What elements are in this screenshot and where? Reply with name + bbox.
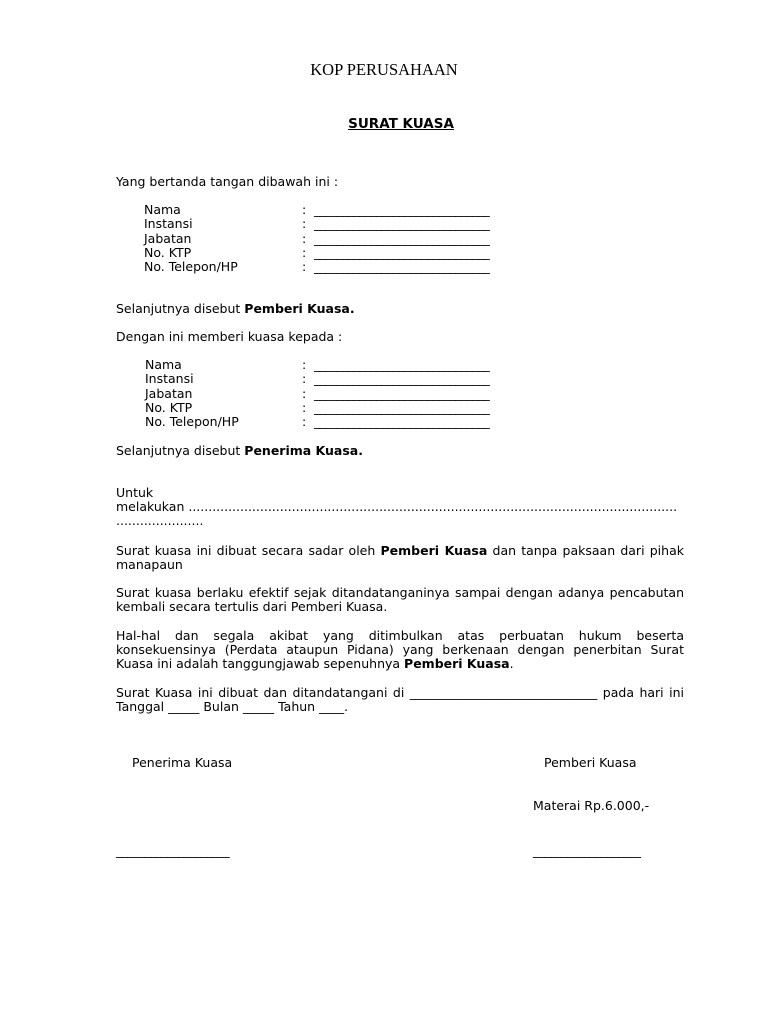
field-colon: : — [302, 414, 307, 430]
field-label: No. KTP — [145, 399, 193, 415]
field-blank: _______________________________ — [314, 385, 490, 401]
field-label: Jabatan — [145, 385, 193, 401]
para-text: Surat kuasa berlaku efektif sejak ditandatanganinya sampai dengan adanya pencabutan kembali secara tertulis dari Pemberi Kuasa. — [116, 585, 684, 614]
field-colon: : — [302, 385, 307, 401]
field-blank: _______________________________ — [314, 357, 490, 372]
field-colon: : — [302, 399, 307, 415]
field-label: Jabatan — [144, 230, 192, 246]
intro-text: Yang bertanda tangan dibawah ini : — [116, 174, 339, 189]
designation-prefix: Selanjutnya disebut — [116, 301, 245, 316]
field-blank: _______________________________ — [314, 259, 490, 275]
field-label: No. KTP — [144, 244, 192, 260]
field-colon: : — [302, 202, 307, 217]
paragraph-place-date — [116, 686, 684, 714]
field-blank: _______________________________ — [314, 202, 490, 217]
designation-prefix: Selanjutnya disebut — [116, 443, 245, 458]
para-text: Hal-hal dan segala akibat yang ditimbulkan atas perbuatan hukum beserta konsekuensinya (Perdata ataupun Pidana) yang berkenaan dengan penerbitan Surat Kuasa ini adalah tanggungjawab sepenuhnya — [116, 628, 684, 671]
para-bold: Pemberi Kuasa — [380, 543, 488, 558]
untuk-line-1: Untuk — [116, 485, 154, 500]
field-blank: _______________________________ — [314, 399, 490, 415]
para-bold: Pemberi Kuasa — [404, 656, 510, 671]
para-text: Surat Kuasa ini dibuat dan ditandatangani di ______________________________ pada hari ini Tanggal _____ Bulan _____ Tahun ____. — [116, 685, 684, 714]
field-blank: _______________________________ — [314, 371, 490, 387]
kuasa-intro-text: Dengan ini memberi kuasa kepada : — [116, 329, 343, 344]
field-label: Nama — [145, 357, 182, 372]
field-colon: : — [302, 216, 307, 232]
pemberi-designation — [116, 302, 355, 316]
field-colon: : — [302, 259, 307, 275]
field-colon: : — [302, 357, 307, 372]
document-title: SURAT KUASA — [348, 116, 454, 132]
field-blank: _______________________________ — [314, 414, 490, 430]
field-label: Instansi — [144, 216, 193, 232]
pemberi-signature-line: ___________________ — [533, 843, 641, 858]
field-blank: _______________________________ — [314, 244, 490, 260]
para-text: Surat kuasa ini dibuat secara sadar oleh — [116, 543, 381, 558]
pemberi-signature-label: Pemberi Kuasa — [544, 755, 637, 770]
field-colon: : — [302, 230, 307, 246]
penerima-designation — [116, 444, 363, 458]
penerima-signature-line: ____________________ — [116, 843, 230, 858]
paragraph-validity — [116, 586, 684, 614]
designation-term: Pemberi Kuasa. — [244, 301, 355, 316]
field-colon: : — [302, 244, 307, 260]
untuk-line-2: melakukan ........................................................................................................................... — [116, 499, 678, 514]
paragraph-voluntary — [116, 544, 684, 572]
field-label: Nama — [144, 202, 181, 217]
field-label: No. Telepon/HP — [145, 414, 239, 430]
para-text: dan tanpa paksaan dari pihak manapaun — [116, 543, 684, 572]
field-label: Instansi — [145, 371, 194, 387]
para-text: . — [509, 656, 514, 671]
paragraph-responsibility — [116, 629, 684, 671]
letterhead-placeholder: KOP PERUSAHAAN — [310, 60, 458, 79]
penerima-signature-label: Penerima Kuasa — [132, 755, 233, 770]
untuk-line-3: ...................... — [116, 513, 204, 528]
field-blank: _______________________________ — [314, 230, 490, 246]
field-blank: _______________________________ — [314, 216, 490, 232]
field-colon: : — [302, 371, 307, 387]
materai-note: Materai Rp.6.000,- — [533, 798, 650, 813]
designation-term: Penerima Kuasa. — [244, 443, 363, 458]
field-label: No. Telepon/HP — [144, 259, 238, 275]
